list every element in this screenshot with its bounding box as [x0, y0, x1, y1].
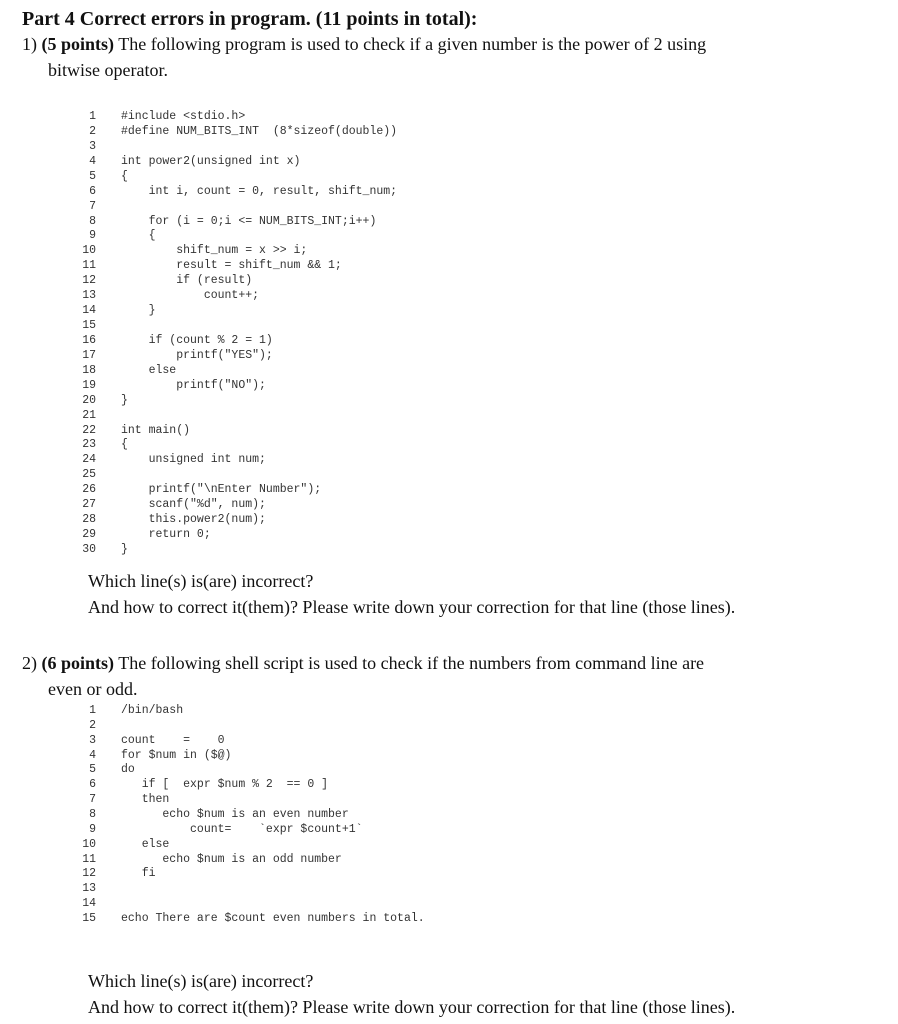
code-line-number: 15	[82, 319, 96, 333]
q1-ask-how: And how to correct it(them)? Please write down your correction for that line (those lines).	[88, 597, 736, 617]
code-line-number: 14	[82, 897, 96, 911]
code-line-text: int power2(unsigned int x)	[121, 154, 301, 168]
code-line-text: this.power2(num);	[121, 513, 266, 527]
code-line-number: 28	[82, 513, 96, 527]
code-line-number: 1	[89, 704, 96, 717]
q1-text: The following program is used to check if a given number is the power of 2 using	[118, 34, 707, 54]
code-line-number: 22	[82, 423, 96, 437]
code-line-number: 6	[89, 778, 96, 792]
code-line-number: 9	[89, 822, 96, 836]
code-line-number: 7	[89, 199, 96, 213]
q1-prompt-line2: bitwise operator.	[48, 60, 168, 80]
code-line-number: 17	[82, 348, 96, 362]
q2-ask-how: And how to correct it(them)? Please write down your correction for that line (those lines).	[88, 997, 736, 1017]
code-line-text: echo There are $count even numbers in total.	[121, 911, 425, 925]
code-line-text: #include <stdio.h>	[121, 110, 246, 123]
code-line-number: 13	[82, 289, 96, 303]
code-line-number: 14	[82, 304, 96, 318]
q1-ask-which: Which line(s) is(are) incorrect?	[88, 571, 314, 591]
code-line-text: #define NUM_BITS_INT (8*sizeof(double))	[121, 124, 398, 138]
code-line-number: 10	[82, 244, 96, 258]
code-line-number: 1	[89, 110, 96, 123]
code-line-number: 2	[89, 718, 96, 732]
code-line-text: scanf("%d", num);	[121, 498, 266, 512]
code-line-number: 15	[82, 911, 96, 925]
code-line-text: }	[121, 393, 128, 407]
code-line-number: 21	[82, 408, 96, 422]
code-line-text: for $num in ($@)	[121, 748, 232, 762]
code-line-number: 8	[89, 214, 96, 228]
code-line-text: printf("NO");	[121, 378, 266, 392]
code-line-text: count++;	[121, 289, 260, 303]
code-line-text: printf("YES");	[121, 348, 273, 362]
code-line-number: 23	[82, 438, 96, 452]
code-line-text: fi	[121, 867, 156, 881]
code-line-number: 2	[89, 124, 96, 138]
code-line-number: 6	[89, 184, 96, 198]
code-line-number: 8	[89, 807, 96, 821]
code-line-text: /bin/bash	[121, 704, 184, 717]
code-line-number: 24	[82, 453, 96, 467]
q1-prompt-line1	[22, 32, 706, 57]
code-line-number: 27	[82, 498, 96, 512]
code-line-number: 16	[82, 333, 96, 347]
code-line-text: echo $num is an even number	[121, 807, 349, 821]
code-line-text: echo $num is an odd number	[121, 852, 342, 866]
code-line-number: 26	[82, 483, 96, 497]
code-line-number: 5	[89, 169, 96, 183]
code-line-number: 18	[82, 363, 96, 377]
page-title: Part 4 Correct errors in program. (11 points in total):	[22, 8, 478, 30]
code-line-number: 4	[89, 154, 96, 168]
code-line-number: 12	[82, 274, 96, 288]
code-line-text: shift_num = x >> i;	[121, 244, 308, 258]
q2-number: 2)	[22, 653, 37, 673]
code-line-text: for (i = 0;i <= NUM_BITS_INT;i++)	[121, 214, 377, 228]
code-line-number: 10	[82, 837, 96, 851]
code-line-text: then	[121, 793, 170, 807]
code-line-text: printf("\nEnter Number");	[121, 483, 322, 497]
q2-text: The following shell script is used to check if the numbers from command line are	[118, 653, 705, 673]
code-line-number: 3	[89, 139, 96, 153]
code-line-number: 20	[82, 393, 96, 407]
code-line-number: 11	[82, 852, 96, 866]
code-line-text: count= `expr $count+1`	[121, 822, 363, 836]
code-line-text: count = 0	[121, 733, 225, 747]
code-line-number: 9	[89, 229, 96, 243]
q2-prompt-line2: even or odd.	[48, 679, 138, 699]
q1-points: (5 points)	[41, 34, 115, 54]
code-line-number: 13	[82, 882, 96, 896]
code-line-number: 30	[82, 542, 96, 556]
code-line-number: 25	[82, 468, 96, 482]
q2-points: (6 points)	[41, 653, 115, 673]
code-line-number: 19	[82, 378, 96, 392]
code-line-number: 4	[89, 748, 96, 762]
code-line-text: if [ expr $num % 2 == 0 ]	[121, 778, 329, 792]
code-line-text: unsigned int num;	[121, 453, 266, 467]
code-line-text: if (result)	[121, 274, 253, 288]
code-line-text: {	[121, 438, 128, 452]
code-line-number: 12	[82, 867, 96, 881]
code-line-text: int main()	[121, 423, 191, 437]
q2-prompt-line1	[22, 651, 704, 676]
code-line-text: int i, count = 0, result, shift_num;	[121, 184, 398, 198]
code-line-text: }	[121, 304, 156, 318]
code-line-text: if (count % 2 = 1)	[121, 333, 273, 347]
code-line-number: 11	[82, 259, 96, 273]
code-line-text: else	[121, 837, 170, 851]
code-line-text: result = shift_num && 1;	[121, 259, 342, 273]
code-line-text: {	[121, 169, 128, 183]
code-line-text: {	[121, 229, 156, 243]
code-line-number: 5	[89, 763, 96, 777]
code-line-text: return 0;	[121, 528, 211, 542]
code-line-number: 29	[82, 528, 96, 542]
code-line-text: do	[121, 763, 135, 777]
q2-ask-which: Which line(s) is(are) incorrect?	[88, 971, 314, 991]
code-line-text: else	[121, 363, 177, 377]
code-line-number: 3	[89, 733, 96, 747]
q1-number: 1)	[22, 34, 37, 54]
code-line-number: 7	[89, 793, 96, 807]
code-line-text: }	[121, 542, 128, 556]
